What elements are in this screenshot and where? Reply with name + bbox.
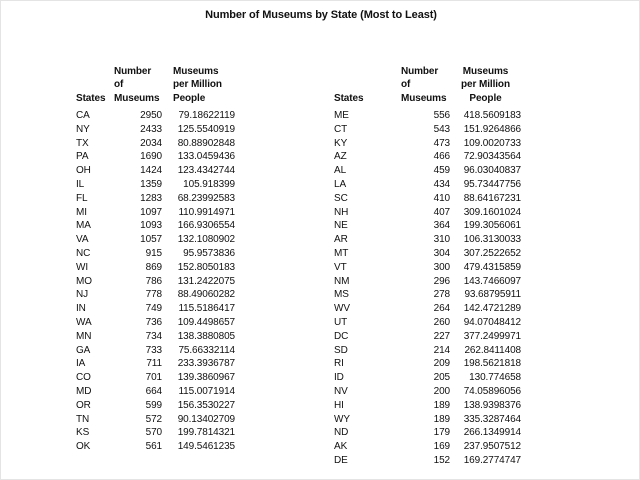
state-cell: KY <box>334 137 348 149</box>
museum-count-cell: 1097 <box>140 206 162 218</box>
per-million-cell: 132.1080902 <box>177 234 235 246</box>
header-line: of <box>114 79 124 91</box>
museum-count-cell: 736 <box>145 316 162 328</box>
museum-count-cell: 701 <box>145 372 162 384</box>
museum-count-cell: 786 <box>145 275 162 287</box>
state-cell: NH <box>334 206 349 218</box>
state-cell: ME <box>334 110 349 121</box>
table-row <box>76 288 235 302</box>
table-row <box>76 371 235 385</box>
state-cell: DE <box>334 454 348 466</box>
state-cell: LA <box>334 178 347 190</box>
table-row <box>76 440 235 454</box>
museums-table-right <box>334 60 521 468</box>
museum-count-cell: 407 <box>433 206 450 218</box>
museums-table-left <box>76 60 235 454</box>
per-million-cell: 143.7466097 <box>463 275 521 287</box>
table-row <box>334 399 521 413</box>
museum-count-cell: 664 <box>145 385 162 397</box>
state-cell: MS <box>334 289 349 301</box>
header-line: Number <box>114 65 152 77</box>
table-row <box>334 123 521 137</box>
museum-count-cell: 169 <box>433 441 450 453</box>
per-million-cell: 80.88902848 <box>177 137 235 149</box>
state-cell: ND <box>334 427 349 439</box>
table-row <box>334 413 521 427</box>
state-cell: IA <box>76 358 86 370</box>
state-cell: DC <box>334 330 349 342</box>
table-row <box>334 150 521 164</box>
table-row <box>76 109 235 123</box>
table-row <box>334 330 521 344</box>
per-million-cell: 88.64167231 <box>463 192 521 204</box>
state-cell: WV <box>334 303 350 315</box>
table-header-right <box>334 60 521 106</box>
state-cell: GA <box>76 344 91 356</box>
state-cell: FL <box>76 192 88 204</box>
per-million-cell: 105.918399 <box>183 178 235 190</box>
per-million-cell: 233.3936787 <box>177 358 235 370</box>
museum-count-cell: 915 <box>145 247 162 259</box>
state-cell: NC <box>76 247 91 259</box>
per-million-cell: 133.0459436 <box>177 151 235 163</box>
museum-count-cell: 179 <box>433 427 450 439</box>
per-million-cell: 266.1349914 <box>463 427 521 439</box>
state-cell: IN <box>76 303 86 315</box>
table-body-right <box>334 109 521 468</box>
table-row <box>334 109 521 123</box>
header-line: Museums <box>462 65 509 77</box>
museum-count-cell: 466 <box>433 151 450 163</box>
per-million-cell: 109.0020733 <box>463 137 521 149</box>
state-cell: NV <box>334 385 348 397</box>
number-of-museums-column-header <box>114 65 162 106</box>
state-cell: OK <box>76 441 91 453</box>
table-row <box>76 178 235 192</box>
state-cell: CA <box>76 110 90 121</box>
museum-count-cell: 749 <box>145 303 162 315</box>
museum-count-cell: 869 <box>145 261 162 273</box>
state-cell: MO <box>76 275 92 287</box>
museum-count-cell: 570 <box>145 427 162 439</box>
table-row <box>334 206 521 220</box>
per-million-cell: 110.9914971 <box>178 206 235 218</box>
museum-count-cell: 264 <box>433 303 450 315</box>
museum-count-cell: 556 <box>433 110 450 121</box>
museum-count-cell: 1283 <box>140 192 162 204</box>
per-million-cell: 79.18622119 <box>178 110 235 121</box>
state-cell: NM <box>334 275 350 287</box>
per-million-cell: 307.2522652 <box>463 247 521 259</box>
museum-count-cell: 1057 <box>140 234 162 246</box>
table-body-left <box>76 109 235 454</box>
states-column-header: States <box>76 93 106 105</box>
museum-count-cell: 572 <box>145 413 162 425</box>
state-cell: WI <box>76 261 89 273</box>
museum-count-cell: 310 <box>433 234 450 246</box>
per-million-cell: 94.07048412 <box>463 316 521 328</box>
per-million-cell: 74.05896056 <box>463 385 521 397</box>
museum-count-cell: 561 <box>145 441 162 453</box>
table-row <box>334 178 521 192</box>
table-row <box>76 233 235 247</box>
state-cell: UT <box>334 316 348 328</box>
museum-count-cell: 459 <box>433 165 450 177</box>
table-row <box>76 192 235 206</box>
state-cell: SC <box>334 192 348 204</box>
table-row <box>334 454 521 468</box>
state-cell: ID <box>334 372 344 384</box>
table-row <box>334 192 521 206</box>
header-line: Museums <box>401 93 447 105</box>
museum-count-cell: 2433 <box>140 123 162 135</box>
museum-count-cell: 711 <box>146 358 162 370</box>
museum-count-cell: 733 <box>145 344 162 356</box>
per-million-cell: 115.0071914 <box>178 385 235 397</box>
table-row <box>334 302 521 316</box>
state-cell: MA <box>76 220 91 232</box>
table-row <box>334 426 521 440</box>
table-row <box>334 275 521 289</box>
per-million-cell: 130.774658 <box>469 372 521 384</box>
table-row <box>334 357 521 371</box>
per-million-cell: 138.3880805 <box>177 330 235 342</box>
state-cell: MD <box>76 385 92 397</box>
per-million-cell: 68.23992583 <box>177 192 235 204</box>
table-row <box>334 316 521 330</box>
table-row <box>76 344 235 358</box>
state-cell: IL <box>76 178 85 190</box>
table-row <box>76 399 235 413</box>
per-million-cell: 418.5609183 <box>463 110 521 121</box>
state-cell: PA <box>76 151 89 163</box>
table-row <box>334 233 521 247</box>
museum-count-cell: 300 <box>433 261 450 273</box>
header-line: per Million <box>461 79 510 91</box>
state-cell: TX <box>76 137 89 149</box>
table-row <box>76 357 235 371</box>
table-row <box>334 344 521 358</box>
state-cell: SD <box>334 344 348 356</box>
header-line: Museums <box>173 65 219 77</box>
museum-count-cell: 364 <box>433 220 450 232</box>
table-row <box>76 302 235 316</box>
per-million-cell: 138.9398376 <box>463 399 521 411</box>
table-row <box>76 247 235 261</box>
table-row <box>334 440 521 454</box>
table-row <box>334 371 521 385</box>
table-row <box>334 288 521 302</box>
per-million-cell: 115.5186417 <box>178 303 235 315</box>
state-cell: MN <box>76 330 92 342</box>
museum-count-cell: 260 <box>433 316 450 328</box>
museum-count-cell: 227 <box>433 330 450 342</box>
table-row <box>334 261 521 275</box>
per-million-cell: 377.2499971 <box>463 330 521 342</box>
state-cell: VA <box>76 234 89 246</box>
per-million-cell: 93.68795911 <box>464 289 521 301</box>
header-line: Number of <box>401 65 439 91</box>
state-cell: CT <box>334 123 348 135</box>
table-row <box>76 330 235 344</box>
table-row <box>76 316 235 330</box>
museum-count-cell: 734 <box>145 330 162 342</box>
per-million-cell: 90.13402709 <box>177 413 235 425</box>
per-million-cell: 109.4498657 <box>177 316 235 328</box>
museum-count-cell: 599 <box>145 399 162 411</box>
per-million-cell: 199.3056061 <box>463 220 521 232</box>
per-million-cell: 199.7814321 <box>177 427 235 439</box>
museum-count-cell: 200 <box>433 385 450 397</box>
number-of-museums-column-header <box>401 65 450 106</box>
table-row <box>76 123 235 137</box>
museums-per-million-column-header <box>162 65 235 106</box>
museum-count-cell: 214 <box>433 344 450 356</box>
per-million-cell: 88.49060282 <box>177 289 235 301</box>
state-cell: NY <box>76 123 90 135</box>
museum-count-cell: 1093 <box>140 220 162 232</box>
per-million-cell: 96.03040837 <box>463 165 521 177</box>
table-row <box>334 385 521 399</box>
museum-count-cell: 189 <box>433 399 450 411</box>
states-column-header: States <box>334 93 364 105</box>
museums-per-million-column-header <box>450 65 521 106</box>
museum-count-cell: 189 <box>433 413 450 425</box>
table-row <box>76 385 235 399</box>
state-cell: MT <box>334 247 349 259</box>
state-cell: CO <box>76 372 91 384</box>
table-row <box>334 247 521 261</box>
per-million-cell: 309.1601024 <box>463 206 521 218</box>
header-line: Museums <box>114 93 160 105</box>
state-cell: NJ <box>76 289 89 301</box>
per-million-cell: 198.5621818 <box>463 358 521 370</box>
table-row <box>76 164 235 178</box>
per-million-cell: 95.9573836 <box>183 247 235 259</box>
per-million-cell: 106.3130033 <box>463 234 521 246</box>
per-million-cell: 152.8050183 <box>177 261 235 273</box>
per-million-cell: 237.9507512 <box>463 441 521 453</box>
per-million-cell: 125.5540919 <box>177 123 235 135</box>
state-cell: OR <box>76 399 91 411</box>
per-million-cell: 139.3860967 <box>177 372 235 384</box>
table-header-left <box>76 60 235 106</box>
museum-count-cell: 296 <box>433 275 450 287</box>
museum-count-cell: 1424 <box>140 165 162 177</box>
table-row <box>76 137 235 151</box>
table-row <box>76 413 235 427</box>
per-million-cell: 75.66332114 <box>178 344 235 356</box>
museum-count-cell: 152 <box>433 454 450 466</box>
per-million-cell: 149.5461235 <box>177 441 235 453</box>
museum-count-cell: 473 <box>433 137 450 149</box>
state-cell: WY <box>334 413 350 425</box>
table-row <box>76 261 235 275</box>
table-row <box>334 164 521 178</box>
state-cell: HI <box>334 399 344 411</box>
state-cell: AK <box>334 441 348 453</box>
state-cell: KS <box>76 427 90 439</box>
per-million-cell: 72.90343564 <box>463 151 521 163</box>
header-line: People <box>173 93 206 105</box>
museum-count-cell: 209 <box>433 358 450 370</box>
per-million-cell: 151.9264866 <box>463 123 521 135</box>
state-cell: AZ <box>334 151 347 163</box>
per-million-cell: 262.8411408 <box>464 344 521 356</box>
per-million-cell: 335.3287464 <box>463 413 521 425</box>
museum-count-cell: 1359 <box>140 178 162 190</box>
state-cell: AL <box>334 165 347 177</box>
per-million-cell: 166.9306554 <box>177 220 235 232</box>
per-million-cell: 95.73447756 <box>463 178 521 190</box>
museum-count-cell: 2034 <box>140 137 162 149</box>
museum-count-cell: 2950 <box>140 110 162 121</box>
museum-count-cell: 1690 <box>140 151 162 163</box>
state-cell: VT <box>334 261 347 273</box>
per-million-cell: 156.3530227 <box>177 399 235 411</box>
museum-count-cell: 304 <box>433 247 450 259</box>
museum-count-cell: 778 <box>145 289 162 301</box>
table-row <box>76 206 235 220</box>
state-cell: NE <box>334 220 348 232</box>
per-million-cell: 479.4315859 <box>463 261 521 273</box>
header-line: per Million <box>173 79 222 91</box>
header-line: People <box>469 93 502 105</box>
museum-count-cell: 543 <box>433 123 450 135</box>
state-cell: MI <box>76 206 87 218</box>
per-million-cell: 131.2422075 <box>177 275 235 287</box>
table-row <box>76 219 235 233</box>
museum-count-cell: 410 <box>433 192 450 204</box>
museum-count-cell: 205 <box>433 372 450 384</box>
state-cell: TN <box>76 413 90 425</box>
per-million-cell: 169.2774747 <box>463 454 521 466</box>
per-million-cell: 123.4342744 <box>177 165 235 177</box>
state-cell: WA <box>76 316 92 328</box>
table-row <box>334 137 521 151</box>
page-title: Number of Museums by State (Most to Least) <box>205 9 437 21</box>
table-row <box>76 150 235 164</box>
museum-count-cell: 434 <box>433 178 450 190</box>
state-cell: RI <box>334 358 344 370</box>
state-cell: AR <box>334 234 348 246</box>
table-row <box>334 219 521 233</box>
state-cell: OH <box>76 165 91 177</box>
museum-count-cell: 278 <box>433 289 450 301</box>
table-row <box>76 275 235 289</box>
table-row <box>76 426 235 440</box>
per-million-cell: 142.4721289 <box>463 303 521 315</box>
